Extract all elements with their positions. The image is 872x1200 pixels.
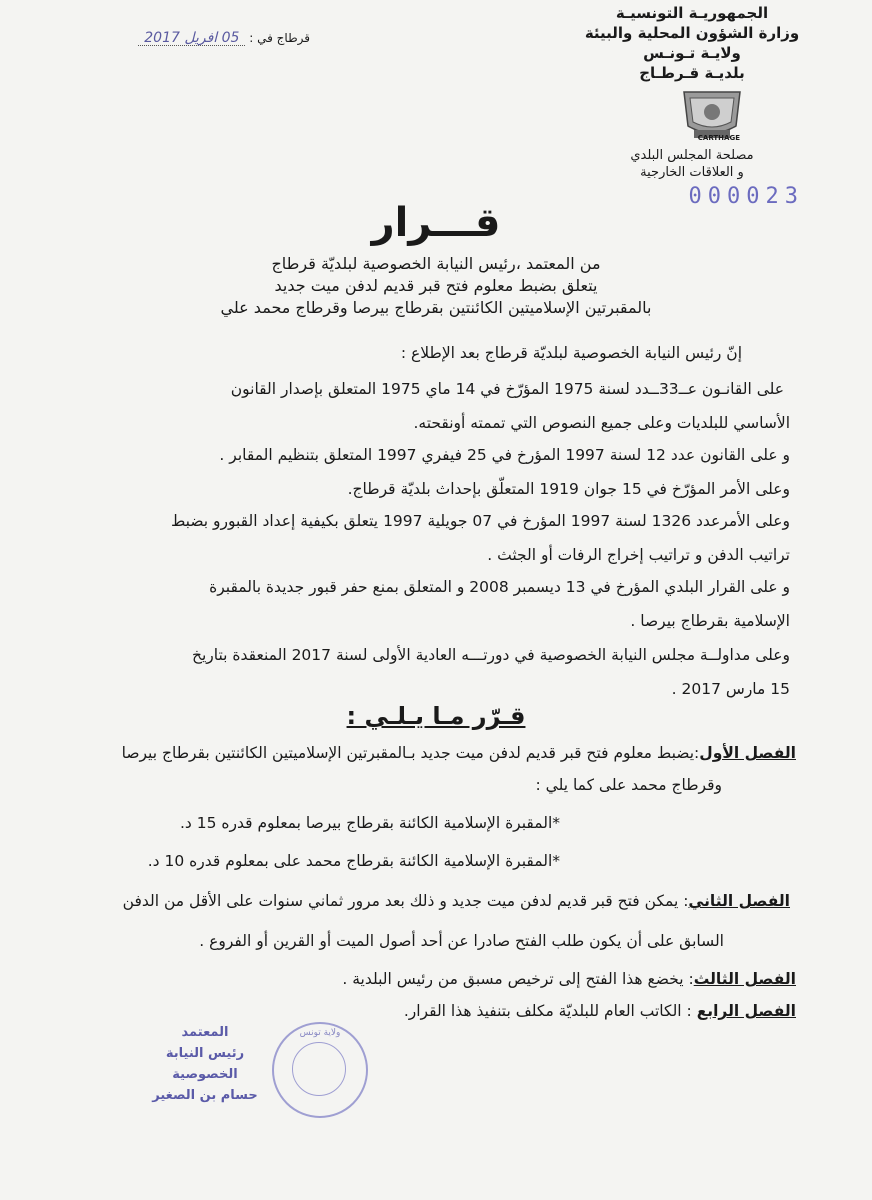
date-value: 05 افريل 2017 — [138, 31, 245, 46]
article-1-item-2: *المقبرة الإسلامية الكائنة بقرطاج محمد على بمعلوم قدره 10 د. — [147, 852, 560, 870]
preamble-line: على القانـون عــ33ــدد لسنة 1975 المؤرّخ في 14 ماي 1975 المتعلق بإصدار القانون — [230, 380, 784, 398]
article-4-text: : الكاتب العام للبلديّة مكلف بتنفيذ هذا القرار. — [403, 1002, 697, 1020]
ministry-name: وزارة الشؤون المحلية والبيئة — [584, 24, 800, 42]
subtitle-line-1: من المعتمد ،رئيس النيابة الخصوصية لبلديّة قرطاج — [271, 254, 601, 273]
article-2 — [123, 892, 790, 910]
emblem-label: CARTHAGE — [697, 134, 740, 142]
date-line — [60, 30, 310, 46]
article-4 — [404, 1002, 796, 1020]
municipality-name: بلديـة قـرطـاج — [639, 64, 745, 82]
municipality-emblem-icon — [680, 86, 744, 140]
official-stamp — [272, 1022, 368, 1118]
signature-role: رئيس النيابة الخصوصية — [165, 1046, 245, 1082]
subtitle-line-3: بالمقبرتين الإسلاميتين الكائنتين بقرطاج بيرصا وقرطاج محمد علي — [220, 298, 652, 317]
preamble-line: الأساسي للبلديات وعلى جميع النصوص التي تممته أونقحته. — [413, 414, 790, 432]
service-name-2: و العلاقات الخارجية — [640, 165, 744, 180]
preamble-line: إنّ رئيس النيابة الخصوصية لبلديّة قرطاج بعد الإطلاع : — [400, 344, 742, 362]
article-1-item-1: *المقبرة الإسلامية الكائنة بقرطاج بيرصا بمعلوم قدره 15 د. — [179, 814, 560, 832]
signature-title: المعتمد — [181, 1025, 229, 1040]
preamble-line: وعلى الأمرعدد 1326 لسنة 1997 المؤرخ في 07 جويلية 1997 يتعلق بكيفية إعداد القبورو بضبط — [170, 512, 790, 530]
signature-name: حسام بن الصغير — [152, 1088, 258, 1103]
document-title: قـــرار — [371, 200, 501, 246]
preamble-line: وعلى مداولــة مجلس النيابة الخصوصية في دورتـــه العادية الأولى لسنة 2017 المنعقدة بتاريخ — [191, 646, 790, 664]
governorate-name: ولايـة تـونـس — [643, 44, 741, 62]
article-4-label: الفصل الرابع — [696, 1002, 796, 1020]
subtitle-line-2: يتعلق بضبط معلوم فتح قبر قديم لدفن ميت جديد — [274, 276, 598, 295]
article-1-text: :يضبط معلوم فتح قبر قديم لدفن ميت جديد بـالمقبرتين الإسلاميتين الكائنتين بقرطاج بيرصا — [121, 744, 700, 762]
article-3-label: الفصل الثالث — [693, 970, 796, 988]
service-name: مصلحة المجلس البلدي — [630, 148, 754, 163]
article-1-line-2: وقرطاج محمد على كما يلي : — [535, 776, 722, 794]
republic-title: الجمهوريـة التونسيـة — [615, 4, 769, 22]
preamble-line: تراتيب الدفن و تراتيب إخراج الرفات أو الجثث . — [487, 546, 790, 564]
preamble-line: الإسلامية بقرطاج بيرصا . — [630, 612, 790, 630]
article-3-text: : يخضع هذا الفتح إلى ترخيص مسبق من رئيس البلدية . — [342, 970, 694, 988]
stamp-text: ولاية تونس — [299, 1028, 341, 1038]
decision-heading: قـرّر مـا يـلـي : — [346, 702, 526, 730]
article-3 — [342, 970, 796, 988]
date-place-label: قرطاج في : — [249, 31, 310, 45]
preamble-line: و على القانون عدد 12 لسنة 1997 المؤرخ في 25 فيفري 1997 المتعلق بتنظيم المقابر . — [219, 446, 790, 464]
article-1-label: الفصل الأول — [699, 744, 796, 762]
article-2-text: : يمكن فتح قبر قديم لدفن ميت جديد و ذلك بعد مرور ثماني سنوات على الأقل من الدفن — [122, 892, 689, 910]
signature-block — [150, 1022, 260, 1106]
article-1 — [122, 744, 796, 762]
article-2-line-2: السابق على أن يكون طلب الفتح صادرا عن أحد أصول الميت أو القرين أو الفروع . — [199, 932, 724, 950]
serial-number: 000023 — [688, 184, 804, 209]
preamble-line: و على القرار البلدي المؤرخ في 13 ديسمبر 2008 و المتعلق بمنع حفر قبور جديدة بالمقبرة — [209, 578, 790, 596]
article-2-label: الفصل الثاني — [688, 892, 790, 910]
preamble-line: وعلى الأمر المؤرّخ في 15 جوان 1919 المتعلّق بإحداث بلديّة قرطاج. — [347, 480, 790, 498]
preamble-line: 15 مارس 2017 . — [671, 680, 790, 698]
